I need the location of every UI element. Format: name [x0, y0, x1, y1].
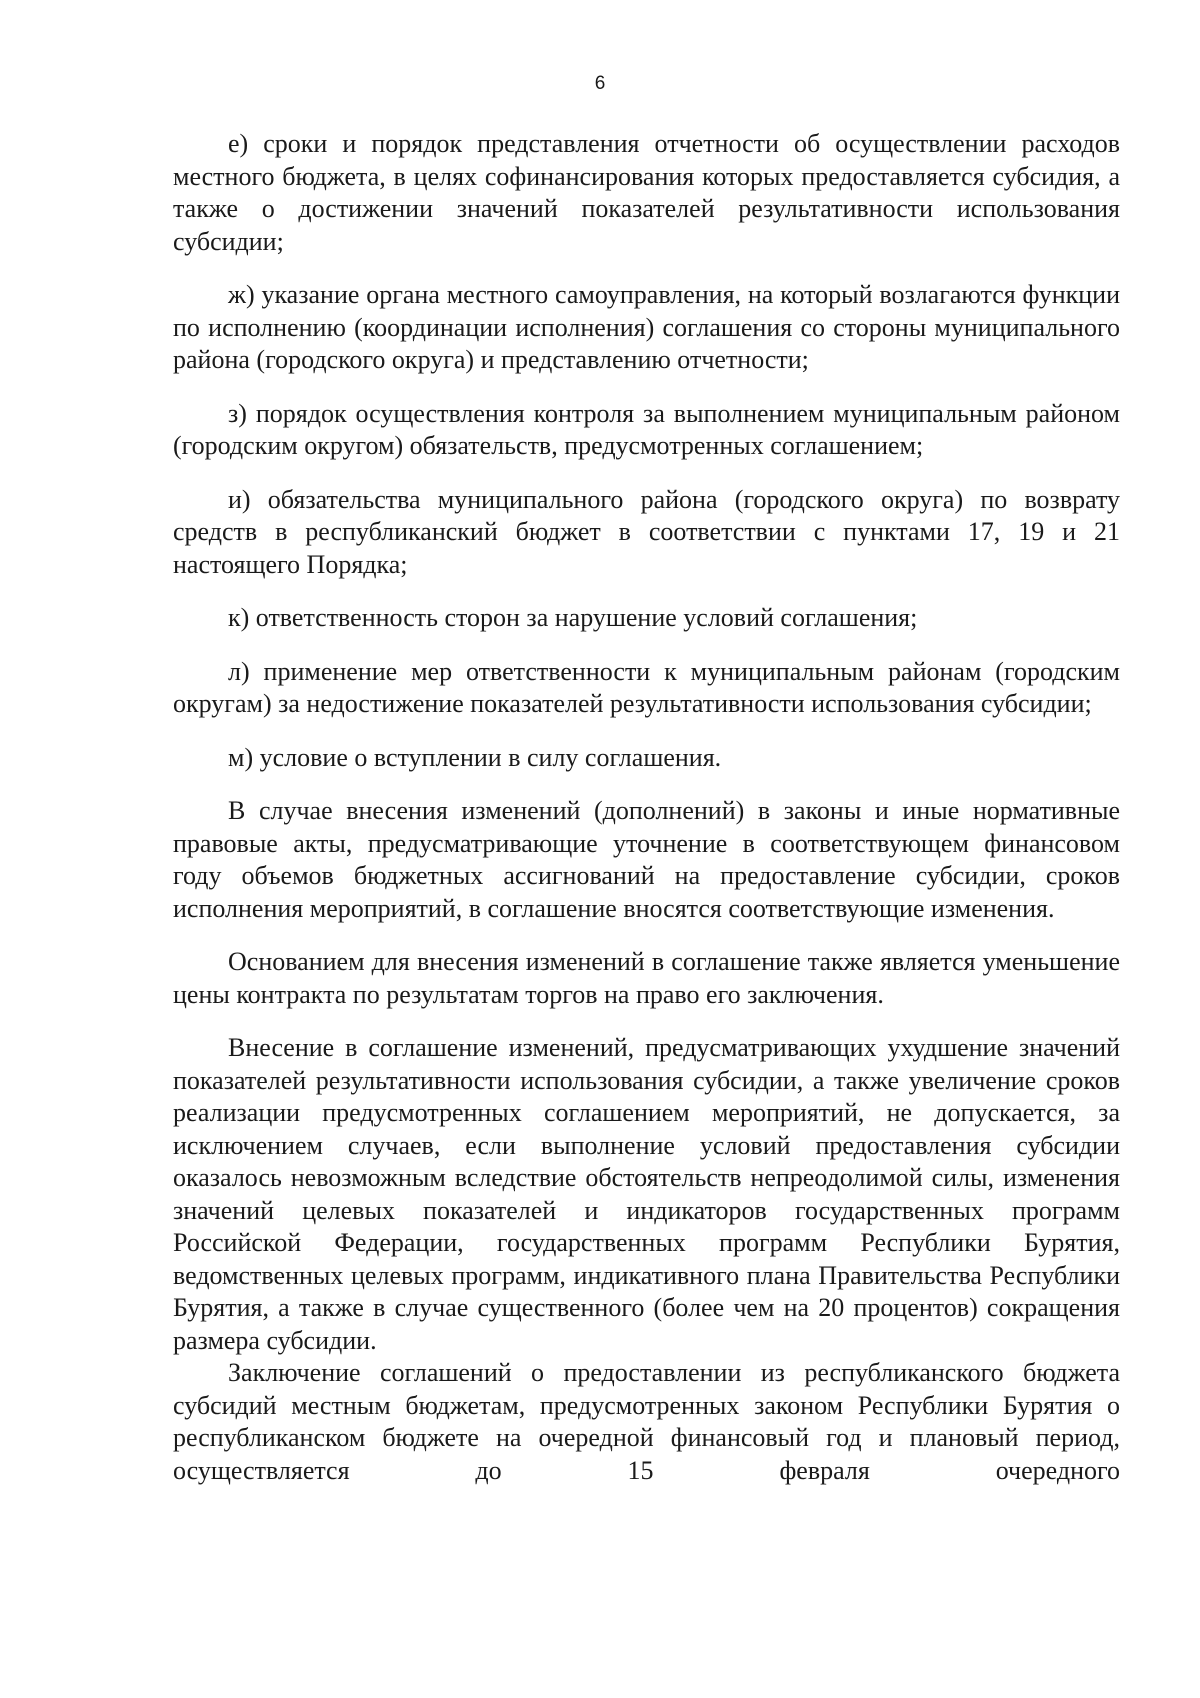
paragraph-amendments: В случае внесения изменений (дополнений) в законы и иные нормативные правовые акты, предусматривающие уточнение в соответствующем финансовом году объемов бюджетных ассигнований на предоставление субсидии, сроков исполнения мероприятий, в соглашение вносятся соответствующие изменения. [173, 796, 1120, 923]
page-number: 6 [594, 73, 606, 94]
paragraph-grounds: Основанием для внесения изменений в соглашение также является уменьшение цены контракта по результатам торгов на право его заключения. [173, 947, 1120, 1009]
paragraph-conclusion: Заключение соглашений о предоставлении из республиканского бюджета субсидий местным бюджетам, предусмотренных законом Республики Бурятия о республиканском бюджете на очередной финансовый год и плановый период, осуществляется до 15 февраля очередного [173, 1358, 1120, 1485]
paragraph-item-k: к) ответственность сторон за нарушение условий соглашения; [228, 603, 918, 632]
paragraph-item-z: з) порядок осуществления контроля за выполнением муниципальным районом (городским округом) обязательств, предусмотренных соглашением; [173, 398, 1120, 460]
paragraph-item-zh: ж) указание органа местного самоуправления, на который возлагаются функции по исполнению (координации исполнения) соглашения со стороны муниципального района (городского округа) и представлению отчетности; [173, 280, 1120, 374]
paragraph-item-m: м) условие о вступлении в силу соглашения. [228, 742, 722, 772]
document-body [173, 128, 1120, 1487]
paragraph-restrictions: Внесение в соглашение изменений, предусматривающих ухудшение значений показателей результативности использования субсидии, а также увеличение сроков реализации предусмотренных соглашением мероприятий, не допускается, за исключением случаев, если выполнение условий предоставления субсидии оказалось невозможным вследствие обстоятельств непреодолимой силы, изменения значений целевых показателей и индикаторов государственных программ Российской Федерации, государственных программ Республики Бурятия, ведомственных целевых программ, индикативного плана Правительства Республики Бурятия, а также в случае существенного (более чем на 20 процентов) сокращения размера субсидии. [173, 1033, 1120, 1355]
paragraph-item-i: и) обязательства муниципального района (городского округа) по возврату средств в республиканский бюджет в соответствии с пунктами 17, 19 и 21 настоящего Порядка; [173, 484, 1120, 579]
paragraph-item-e: е) сроки и порядок представления отчетности об осуществлении расходов местного бюджета, в целях софинансирования которых предоставляется субсидия, а также о достижении значений показателей результативности использования субсидии; [173, 129, 1120, 256]
paragraph-item-l: л) применение мер ответственности к муниципальным районам (городским округам) за недостижение показателей результативности использования субсидии; [173, 656, 1120, 718]
